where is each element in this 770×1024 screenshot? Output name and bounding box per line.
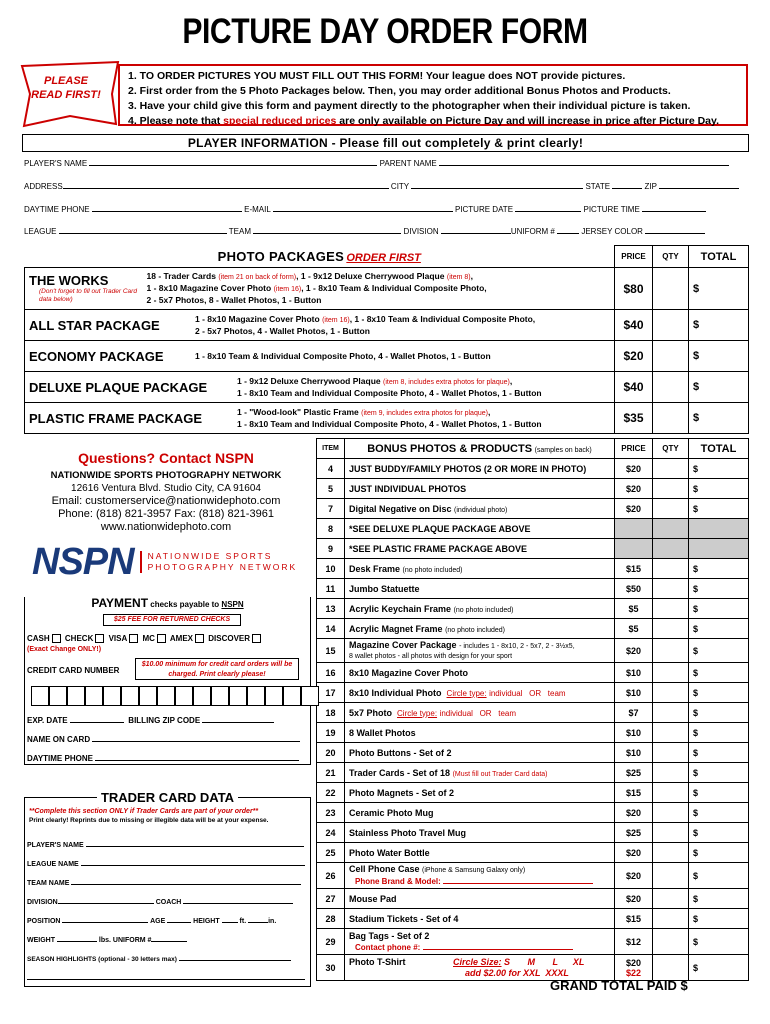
- bonus-row: [317, 559, 749, 579]
- special-prices-link[interactable]: special reduced prices: [223, 115, 337, 127]
- email-field[interactable]: [273, 204, 453, 212]
- item-total[interactable]: $: [689, 683, 749, 703]
- item-price: $5: [615, 599, 653, 619]
- item-description: Cell Phone Case (iPhone & Samsung Galaxy only) Phone Brand & Model:: [345, 863, 615, 889]
- division-field[interactable]: [441, 226, 511, 234]
- grand-total-label: GRAND TOTAL PAID $: [550, 978, 688, 993]
- item-description: Jumbo Statuette: [345, 579, 615, 599]
- item-description: Bag Tags - Set of 2 Contact phone #:: [345, 929, 615, 955]
- item-number: 23: [317, 803, 345, 823]
- mc-checkbox[interactable]: [157, 634, 166, 643]
- item-price: $20: [615, 803, 653, 823]
- item-description: 8x10 Individual Photo Circle type: individual OR team: [345, 683, 615, 703]
- item-qty[interactable]: [653, 863, 689, 889]
- item-description: Photo Magnets - Set of 2: [345, 783, 615, 803]
- instructions-box: [118, 64, 748, 126]
- trader-division-field[interactable]: [58, 896, 154, 904]
- trader-position-field[interactable]: [62, 915, 148, 923]
- item-price: $15: [615, 783, 653, 803]
- item-total[interactable]: $: [689, 889, 749, 909]
- item-total[interactable]: $: [689, 803, 749, 823]
- discover-checkbox[interactable]: [252, 634, 261, 643]
- item-number: 9: [317, 539, 345, 559]
- visa-checkbox[interactable]: [129, 634, 138, 643]
- bonus-row: [317, 539, 749, 559]
- item-description: Photo Water Bottle: [345, 843, 615, 863]
- item-total[interactable]: $: [689, 479, 749, 499]
- bonus-row: [317, 479, 749, 499]
- item-total[interactable]: $: [689, 599, 749, 619]
- qty-deluxe-plaque[interactable]: [653, 372, 689, 403]
- trader-players-name-field[interactable]: [86, 839, 304, 847]
- trader-height-ft-field[interactable]: [222, 915, 238, 923]
- item-price: $20: [615, 863, 653, 889]
- billing-zip-field[interactable]: [202, 715, 274, 723]
- item-number: 27: [317, 889, 345, 909]
- trader-coach-field[interactable]: [183, 896, 293, 904]
- item-number: 28: [317, 909, 345, 929]
- item-description: Photo Buttons - Set of 2: [345, 743, 615, 763]
- item-description: Acrylic Magnet Frame (no photo included): [345, 619, 615, 639]
- item-description: 5x7 Photo Circle type: individual OR team: [345, 703, 615, 723]
- item-number: 24: [317, 823, 345, 843]
- item-total[interactable]: $: [689, 703, 749, 723]
- item-price: [615, 519, 653, 539]
- please-read-text: PLEASE READ FIRST!: [31, 75, 101, 101]
- item-number: 20: [317, 743, 345, 763]
- org-website[interactable]: www.nationwidephoto.com: [100, 521, 232, 533]
- instruction-2: 2. First order from the 5 Photo Packages below. Then, you may order additional Bonus Photos and Products.: [128, 85, 671, 97]
- item-qty[interactable]: [653, 955, 689, 981]
- item-description: Ceramic Photo Mug: [345, 803, 615, 823]
- bonus-header-row: ITEM BONUS PHOTOS & PRODUCTS (samples on back) PRICE QTY TOTAL: [317, 439, 749, 459]
- trader-season-field[interactable]: [179, 953, 291, 961]
- trader-height-in-field[interactable]: [248, 915, 268, 923]
- item-qty[interactable]: [653, 703, 689, 723]
- item-qty[interactable]: [653, 909, 689, 929]
- bonus-row: [317, 519, 749, 539]
- item-number: 11: [317, 579, 345, 599]
- item-price: $5: [615, 619, 653, 639]
- item-qty[interactable]: [653, 619, 689, 639]
- credit-card-number-boxes[interactable]: [31, 686, 319, 706]
- item-price: $10: [615, 723, 653, 743]
- item-total[interactable]: $: [689, 783, 749, 803]
- bonus-table: [316, 438, 749, 981]
- players-name-field[interactable]: [89, 158, 377, 166]
- payment-methods: CASH CHECK VISA MC AMEX DISCOVER: [27, 634, 263, 643]
- bonus-row: [317, 763, 749, 783]
- picture-date-field[interactable]: [515, 204, 581, 212]
- item-number: 13: [317, 599, 345, 619]
- instruction-3: 3. Have your child give this form and payment directly to the photographer when their individual picture is taken.: [128, 100, 691, 112]
- item-total[interactable]: $: [689, 559, 749, 579]
- bonus-row: [317, 599, 749, 619]
- bonus-row: [317, 783, 749, 803]
- item-total[interactable]: $: [689, 955, 749, 981]
- item-qty[interactable]: [653, 559, 689, 579]
- item-total[interactable]: $: [689, 459, 749, 479]
- bonus-row: [317, 823, 749, 843]
- package-row-all-star: ALL STAR PACKAGE 1 - 8x10 Magazine Cover Photo (item 16), 1 - 8x10 Team & Individual Composite Photo, 2 - 5x7 Photos, 4 - Wallet Photos, 1 - Button $40 $: [25, 310, 749, 341]
- trader-weight-field[interactable]: [57, 934, 97, 942]
- questions-heading: Questions? Contact NSPN: [78, 450, 254, 466]
- bonus-row: [317, 803, 749, 823]
- item-total[interactable]: $: [689, 723, 749, 743]
- item-qty[interactable]: [653, 803, 689, 823]
- org-phone: Phone: (818) 821-3957 Fax: (818) 821-3961: [58, 508, 274, 520]
- total-deluxe-plaque[interactable]: $: [689, 372, 749, 403]
- bonus-row: [317, 619, 749, 639]
- item-number: 25: [317, 843, 345, 863]
- package-row-the-works: THE WORKS (Don't forget to fill out Trader Card data below) 18 - Trader Cards (item 21 on back of form), 1 - 9x12 Deluxe Cherrywood Plaque (item 8), 1 - 8x10 Magazine Cover Photo (item 16), 1 - 8x10 Team & Individual Composite Photo, 2 - 5x7 Photos, 8 - Wallet Photos, 1 - Button $80 $: [25, 268, 749, 310]
- item-qty[interactable]: [653, 889, 689, 909]
- amex-checkbox[interactable]: [195, 634, 204, 643]
- item-number: 8: [317, 519, 345, 539]
- total-the-works[interactable]: $: [689, 268, 749, 310]
- exp-date-field[interactable]: [70, 715, 124, 723]
- trader-uniform-field[interactable]: [151, 934, 187, 942]
- item-description: *SEE PLASTIC FRAME PACKAGE ABOVE: [345, 539, 615, 559]
- qty-the-works[interactable]: [653, 268, 689, 310]
- returned-check-fee: $25 FEE FOR RETURNED CHECKS: [103, 614, 241, 626]
- packages-title-cell: PHOTO PACKAGES ORDER FIRST: [25, 246, 615, 268]
- item-qty[interactable]: [653, 763, 689, 783]
- nspn-logo: NSPN NATIONWIDE SPORTS PHOTOGRAPHY NETWORK: [32, 540, 298, 583]
- packages-table: [24, 245, 749, 434]
- item-total[interactable]: $: [689, 639, 749, 663]
- item-number: 16: [317, 663, 345, 683]
- item-price: $7: [615, 703, 653, 723]
- item-number: 19: [317, 723, 345, 743]
- item-description: Magazine Cover Package - includes 1 - 8x10, 2 - 5x7, 2 - 3½x5, 8 wallet photos - all photos with design for your sport: [345, 639, 615, 663]
- item-number: 22: [317, 783, 345, 803]
- item-total[interactable]: $: [689, 929, 749, 955]
- bonus-row: [317, 743, 749, 763]
- org-address: 12616 Ventura Blvd. Studio City, CA 91604: [71, 483, 261, 494]
- item-price: $25: [615, 823, 653, 843]
- qty-plastic-frame[interactable]: [653, 403, 689, 434]
- item-price: $20: [615, 499, 653, 519]
- check-checkbox[interactable]: [95, 634, 104, 643]
- bonus-row: [317, 929, 749, 955]
- item-number: 29: [317, 929, 345, 955]
- item-description: JUST INDIVIDUAL PHOTOS: [345, 479, 615, 499]
- bonus-row: [317, 703, 749, 723]
- item-price: $10: [615, 683, 653, 703]
- item-qty[interactable]: [653, 579, 689, 599]
- package-row-plastic-frame: PLASTIC FRAME PACKAGE 1 - "Wood-look" Plastic Frame (item 9, includes extra photos for plaque), 1 - 8x10 Team and Individual Composite Photo, 4 - Wallet Photos, 1 - Button $35 $: [25, 403, 749, 434]
- item-number: 4: [317, 459, 345, 479]
- trader-card-section: TRADER CARD DATA **Complete this section ONLY if Trader Cards are part of your order** Print clearly! Reprints due to missing or illegible data will be at your expense. PLAYER'S NAME LEAGUE NAME TEAM NAME DIVISION COACH POSITION AGE HEIGHT ft. in. WEIGHT lbs. UNIFORM # SEASON HIGHLIGHTS (optional - 30 letters max): [24, 797, 311, 987]
- player-info-header: PLAYER INFORMATION - Please fill out completely & print clearly!: [22, 134, 749, 152]
- item-qty[interactable]: [653, 683, 689, 703]
- item-number: 21: [317, 763, 345, 783]
- row-phone: DAYTIME PHONE E-MAIL PICTURE DATE PICTURE TIME: [24, 204, 706, 214]
- team-field[interactable]: [253, 226, 401, 234]
- item-price: [615, 539, 653, 559]
- bonus-row: [317, 723, 749, 743]
- item-qty[interactable]: [653, 929, 689, 955]
- item-number: 5: [317, 479, 345, 499]
- instruction-1: 1. TO ORDER PICTURES YOU MUST FILL OUT THIS FORM! Your league does NOT provide pictures.: [128, 70, 626, 82]
- item-price: $20: [615, 459, 653, 479]
- item-price: $20: [615, 889, 653, 909]
- trader-team-field[interactable]: [71, 877, 301, 885]
- item-qty[interactable]: [653, 663, 689, 683]
- uniform-field[interactable]: [557, 226, 579, 234]
- city-field[interactable]: [411, 181, 583, 189]
- item-total[interactable]: $: [689, 763, 749, 783]
- bonus-row: [317, 909, 749, 929]
- item-total[interactable]: $: [689, 743, 749, 763]
- org-email: Email: customerservice@nationwidephoto.com: [51, 495, 281, 507]
- item-description: Mouse Pad: [345, 889, 615, 909]
- item-number: 15: [317, 639, 345, 663]
- item-price: $25: [615, 763, 653, 783]
- package-row-economy: ECONOMY PACKAGE 1 - 8x10 Team & Individual Composite Photo, 4 - Wallet Photos, 1 - Button $20 $: [25, 341, 749, 372]
- item-total[interactable]: $: [689, 663, 749, 683]
- item-qty[interactable]: [653, 459, 689, 479]
- package-row-deluxe-plaque: DELUXE PLAQUE PACKAGE 1 - 9x12 Deluxe Cherrywood Plaque (item 8, includes extra photos for plaque), 1 - 8x10 Team and Individual Composite Photo, 4 - Wallet Photos, 1 - Button $40 $: [25, 372, 749, 403]
- total-economy[interactable]: $: [689, 341, 749, 372]
- item-qty[interactable]: [653, 599, 689, 619]
- item-qty[interactable]: [653, 823, 689, 843]
- item-description: Stainless Photo Travel Mug: [345, 823, 615, 843]
- item-description: Photo T-Shirt Circle Size: S M L XL add $2.00 for XXL XXXL: [345, 955, 615, 981]
- zip-field[interactable]: [659, 181, 739, 189]
- item-description: Trader Cards - Set of 18 (Must fill out Trader Card data): [345, 763, 615, 783]
- item-description: Digital Negative on Disc (individual photo): [345, 499, 615, 519]
- item-price: $10: [615, 663, 653, 683]
- org-name: NATIONWIDE SPORTS PHOTOGRAPHY NETWORK: [50, 470, 282, 481]
- bonus-row: [317, 579, 749, 599]
- item-qty[interactable]: [653, 499, 689, 519]
- total-all-star[interactable]: $: [689, 310, 749, 341]
- trader-age-field[interactable]: [167, 915, 191, 923]
- item-description: JUST BUDDY/FAMILY PHOTOS (2 OR MORE IN PHOTO): [345, 459, 615, 479]
- item-number: 18: [317, 703, 345, 723]
- row-address: ADDRESS CITY STATE ZIP: [24, 181, 739, 191]
- jersey-color-field[interactable]: [645, 226, 705, 234]
- page-title: PICTURE DAY ORDER FORM: [182, 12, 588, 51]
- item-description: Stadium Tickets - Set of 4: [345, 909, 615, 929]
- cash-checkbox[interactable]: [52, 634, 61, 643]
- qty-economy[interactable]: [653, 341, 689, 372]
- item-qty[interactable]: [653, 723, 689, 743]
- payment-section: PAYMENT checks payable to NSPN $25 FEE FOR RETURNED CHECKS CASH CHECK VISA MC AMEX DISCOVER (Exact Change ONLY!) CREDIT CARD NUMBER $10.00 minimum for credit card orders will be charged. Print clearly please! EXP. DATE BILLING ZIP CODE NAME ON CARD DAYTIME PHONE: [24, 597, 311, 765]
- item-price: $15: [615, 559, 653, 579]
- row-names: PLAYER'S NAME PARENT NAME: [24, 158, 729, 168]
- bonus-row: [317, 863, 749, 889]
- item-price: $10: [615, 743, 653, 763]
- item-qty[interactable]: [653, 743, 689, 763]
- item-number: 7: [317, 499, 345, 519]
- trader-season-field-2[interactable]: [27, 972, 305, 980]
- item-qty[interactable]: [653, 479, 689, 499]
- parent-name-field[interactable]: [439, 158, 729, 166]
- item-description: Acrylic Keychain Frame (no photo included): [345, 599, 615, 619]
- state-field[interactable]: [612, 181, 642, 189]
- qty-all-star[interactable]: [653, 310, 689, 341]
- item-total[interactable]: $: [689, 863, 749, 889]
- item-total[interactable]: [689, 539, 749, 559]
- item-description: 8x10 Magazine Cover Photo: [345, 663, 615, 683]
- item-price: $20: [615, 843, 653, 863]
- name-on-card-field[interactable]: [92, 734, 300, 742]
- please-read-banner: [20, 60, 120, 128]
- bonus-row: [317, 683, 749, 703]
- league-field[interactable]: [59, 226, 227, 234]
- picture-time-field[interactable]: [642, 204, 706, 212]
- bonus-row: [317, 639, 749, 663]
- instruction-4: 4. Please note that special reduced prices are only available on Picture Day and will increase in price after Picture Day.: [128, 115, 719, 127]
- address-field[interactable]: [63, 181, 389, 189]
- item-qty[interactable]: [653, 639, 689, 663]
- item-total[interactable]: $: [689, 579, 749, 599]
- item-price: $20: [615, 639, 653, 663]
- item-description: Desk Frame (no photo included): [345, 559, 615, 579]
- item-number: 10: [317, 559, 345, 579]
- item-qty[interactable]: [653, 539, 689, 559]
- item-qty[interactable]: [653, 843, 689, 863]
- total-plastic-frame[interactable]: $: [689, 403, 749, 434]
- item-qty[interactable]: [653, 519, 689, 539]
- item-description: 8 Wallet Photos: [345, 723, 615, 743]
- item-number: 17: [317, 683, 345, 703]
- trader-league-field[interactable]: [81, 858, 305, 866]
- bonus-row: [317, 955, 749, 981]
- item-total[interactable]: $: [689, 909, 749, 929]
- item-number: 26: [317, 863, 345, 889]
- item-price: $50: [615, 579, 653, 599]
- bonus-row: [317, 663, 749, 683]
- item-total[interactable]: $: [689, 499, 749, 519]
- bonus-row: [317, 459, 749, 479]
- packages-header-row: PHOTO PACKAGES ORDER FIRST PRICE QTY TOTAL: [25, 246, 749, 268]
- item-description: *SEE DELUXE PLAQUE PACKAGE ABOVE: [345, 519, 615, 539]
- contact-section: [24, 450, 308, 533]
- item-qty[interactable]: [653, 783, 689, 803]
- item-total[interactable]: [689, 519, 749, 539]
- item-price: $12: [615, 929, 653, 955]
- item-price: $15: [615, 909, 653, 929]
- item-number: 30: [317, 955, 345, 981]
- item-price: $20 $22: [615, 955, 653, 981]
- item-price: $20: [615, 479, 653, 499]
- bonus-row: [317, 889, 749, 909]
- daytime-phone-field[interactable]: [92, 204, 242, 212]
- item-total[interactable]: $: [689, 823, 749, 843]
- item-total[interactable]: $: [689, 843, 749, 863]
- item-total[interactable]: $: [689, 619, 749, 639]
- payment-phone-field[interactable]: [95, 753, 299, 761]
- item-number: 14: [317, 619, 345, 639]
- bonus-row: [317, 843, 749, 863]
- bonus-row: [317, 499, 749, 519]
- row-league: LEAGUE TEAM DIVISION UNIFORM # JERSEY COLOR: [24, 226, 705, 236]
